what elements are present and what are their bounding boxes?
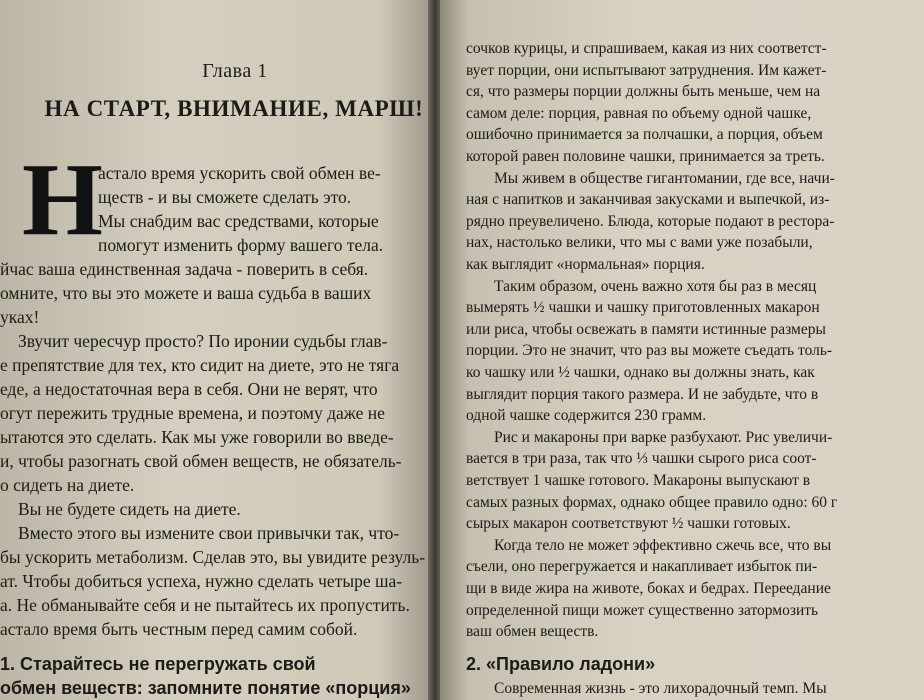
section-heading-line: обмен веществ: запомните понятие «порция» (0, 678, 411, 698)
text-line: ошибочно принимается за полчашки, а порция, объем (466, 126, 823, 144)
text-line: рядно преувеличено. Блюда, которые подают в рестора- (466, 212, 835, 230)
text-line: Мы снабдим вас средствами, которые (98, 211, 379, 231)
text-line: еде, а недостаточная вера в себя. Они не верят, что (0, 379, 378, 399)
drop-cap: Н (22, 142, 103, 257)
section-heading: 2. «Правило ладони» (466, 654, 656, 674)
text-line: йчас ваша единственная задача - поверить в себя. (0, 259, 369, 279)
text-line: бы ускорить метаболизм. Сделав это, вы увидите резуль- (0, 547, 426, 567)
text-line: Таким образом, очень важно хотя бы раз в месяц (494, 277, 817, 295)
text-line: щи в виде жира на животе, боках и бедрах. Переедание (466, 580, 831, 597)
text-line: Современная жизнь - это лихорадочный темп. Мы (494, 680, 827, 697)
text-line: астало время ускорить свой обмен ве- (98, 163, 381, 183)
text-line: ытаются это сделать. Как мы уже говорили во введе- (0, 427, 394, 447)
text-line: ветствует 1 чашке готового. Макароны выпускают в (466, 472, 811, 489)
left-page (0, 0, 430, 700)
text-line: самом деле: порция, равная по объему одной чашке, (466, 104, 812, 122)
text-line: или риса, чтобы освежать в памяти истинные размеры (466, 320, 826, 338)
text-line: вует порции, они испытывают затруднения. Им кажет- (466, 61, 827, 79)
text-line: омните, что вы это можете и ваша судьба в ваших (0, 283, 372, 303)
text-line: Мы живем в обществе гигантомании, где все, начи- (494, 169, 835, 187)
text-line: как выглядит «нормальная» порция. (466, 256, 705, 273)
text-line: нах, настолько велики, что мы с вами уже позабыли, (466, 234, 813, 252)
text-line: и, чтобы разогнать свой обмен веществ, не обязатель- (0, 451, 402, 471)
text-line: ная с напитков и заканчивая закусками и выпечкой, из- (466, 191, 830, 209)
text-line: выглядит порция такого размера. И не забудьте, что в (466, 385, 819, 403)
text-line: огут пережить трудные времена, и поэтому даже не (0, 403, 385, 423)
text-line: сырых макарон соответствуют ½ чашки готовых. (466, 515, 791, 533)
chapter-label: Глава 1 (202, 60, 268, 82)
text-line: ществ - и вы сможете сделать это. (98, 187, 352, 207)
text-line: сочков курицы, и спрашиваем, какая из них соответст- (466, 40, 827, 57)
text-line: Вы не будете сидеть на диете. (18, 499, 241, 519)
text-line: вымерять ½ чашки и чашку приготовленных макарон (466, 299, 820, 317)
text-line: Вместо этого вы измените свои привычки так, что- (18, 523, 400, 543)
text-line: Когда тело не может эффективно сжечь все, что вы (494, 536, 832, 554)
text-line: ко чашку или ½ чашки, однако вы должны знать, как (466, 364, 815, 381)
right-page (440, 0, 924, 700)
text-line: порции. Это не значит, что раз вы можете съедать толь- (466, 342, 833, 360)
text-line: ат. Чтобы добиться успеха, нужно сделать четыре ша- (0, 571, 403, 591)
chapter-title: НА СТАРТ, ВНИМАНИЕ, МАРШ! (44, 96, 424, 121)
text-line: уках! (0, 307, 40, 327)
text-line: е препятствие для тех, кто сидит на диете, это не тяга (0, 355, 400, 375)
text-line: о сидеть на диете. (0, 475, 135, 495)
text-line: Рис и макароны при варке разбухают. Рис увеличи- (494, 428, 833, 446)
text-line: определенной пищи может существенно затормозить (466, 601, 819, 619)
text-line: астало время быть честным перед самим собой. (0, 619, 358, 639)
text-line: ся, что размеры порции должны быть меньше, чем на (466, 83, 821, 101)
text-line: ваш обмен веществ. (466, 623, 599, 641)
text-line: которой равен половине чашки, принимается за треть. (466, 148, 825, 165)
text-line: вается в три раза, так что ⅓ чашки сырого риса соот- (466, 450, 817, 468)
text-line: а. Не обманывайте себя и не пытайтесь их пропустить. (0, 595, 410, 615)
text-line: самых разных формах, однако общее правило одно: 60 г (466, 493, 838, 511)
text-line: одной чашке содержится 230 грамм. (466, 407, 707, 425)
text-line: Звучит чересчур просто? По иронии судьбы глав- (18, 331, 388, 351)
text-line: съели, оно перегружается и накапливает избыток пи- (466, 558, 818, 576)
text-line: помогут изменить форму вашего тела. (98, 235, 384, 255)
section-heading-line: 1. Старайтесь не перегружать свой (0, 654, 316, 674)
